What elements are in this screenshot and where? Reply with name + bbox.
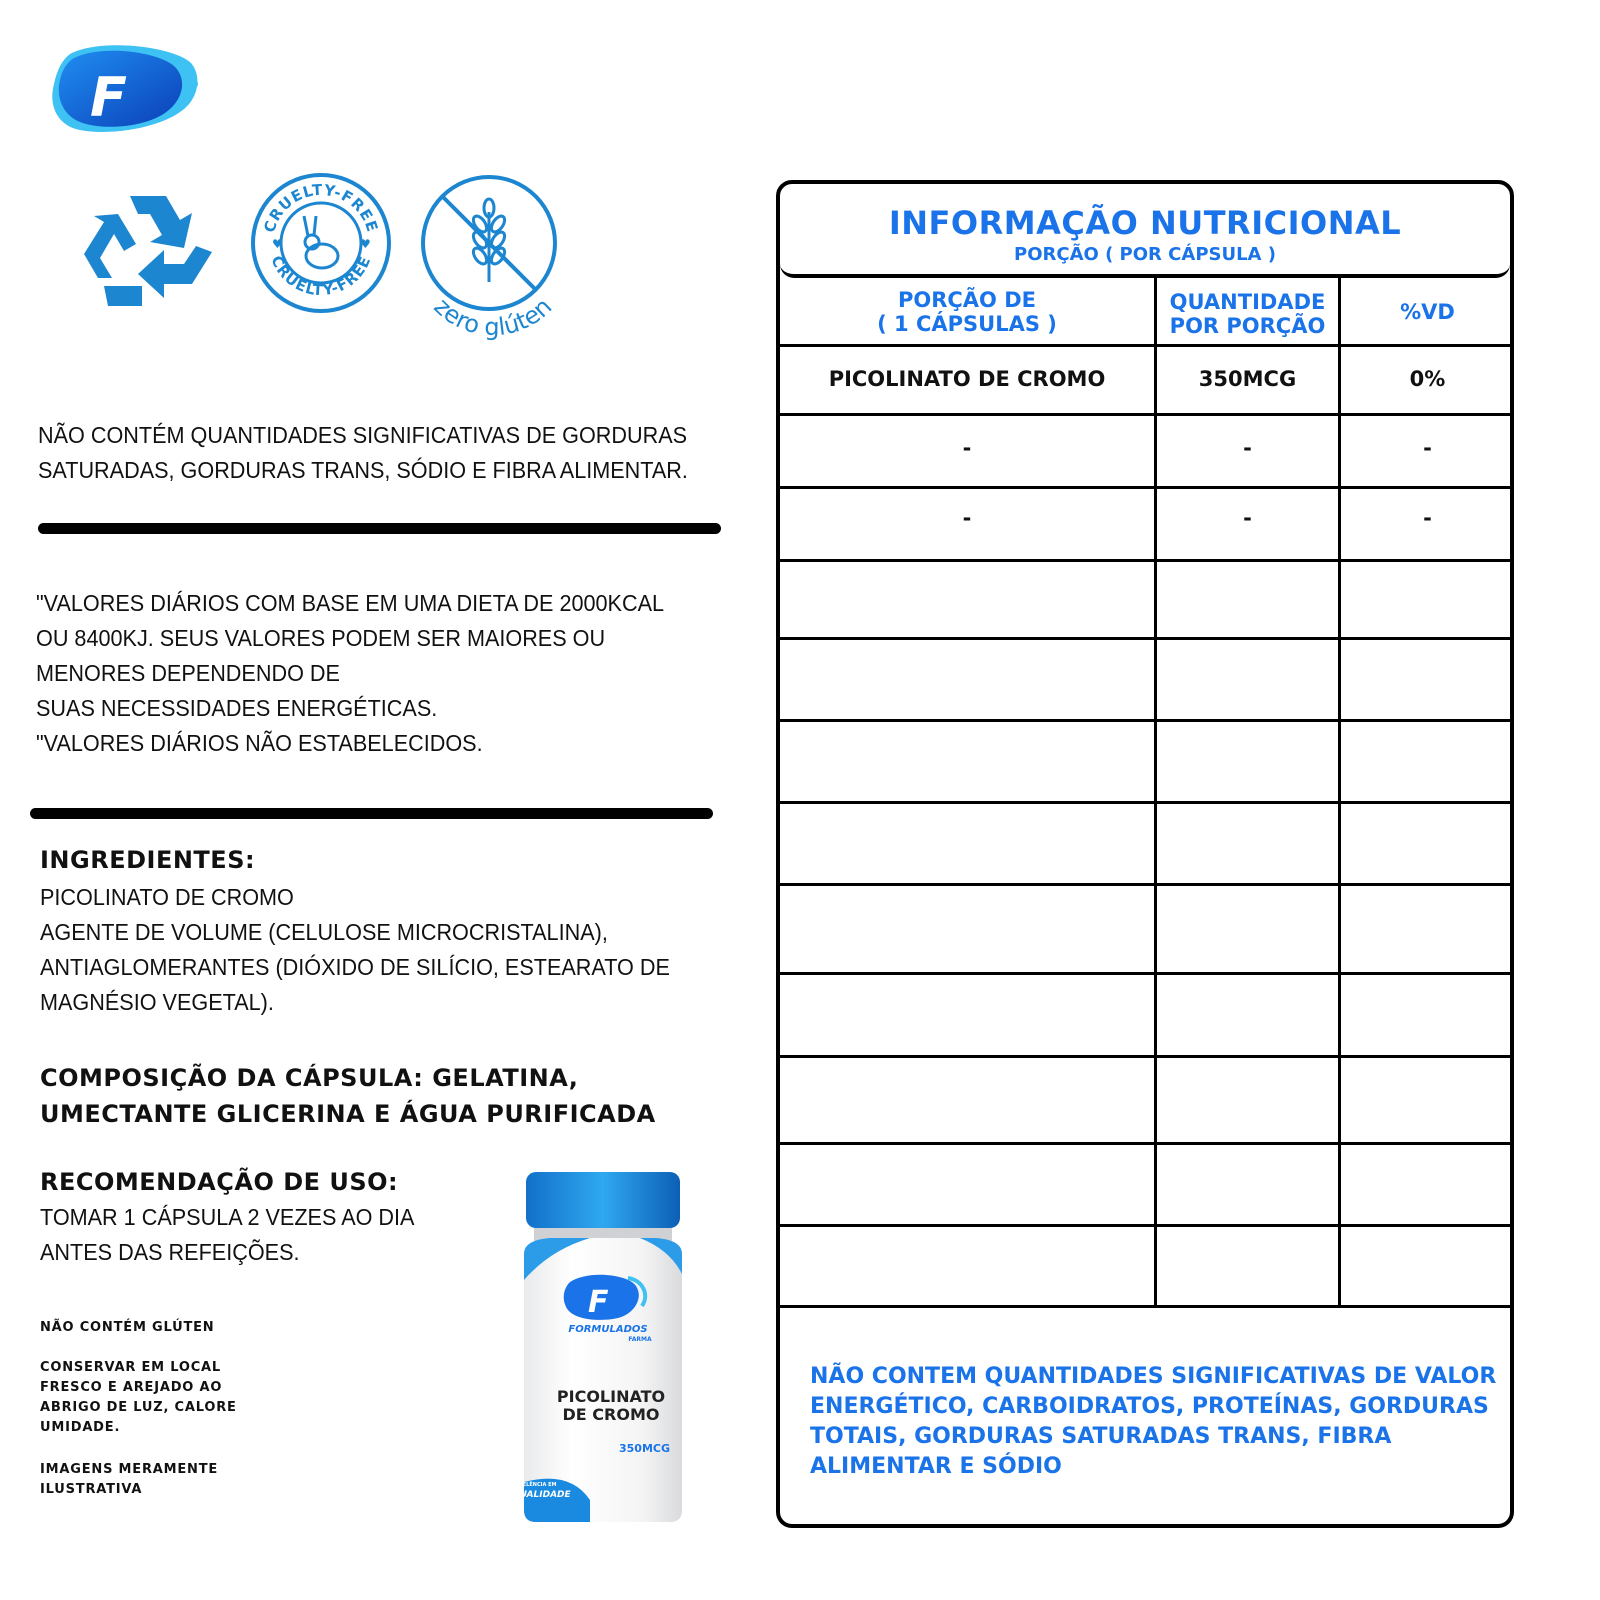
usage-line: ANTES DAS REFEIÇÕES. [40,1239,300,1265]
header-portion-line: PORÇÃO DE [897,288,1037,312]
daily-values-line: OU 8400KJ. SEUS VALORES PODEM SER MAIORES OU [36,625,606,651]
bottle-dose: 350MCG [618,1442,670,1455]
usage-instructions [40,1200,414,1270]
row-divider [780,637,1510,640]
ingredient-line: PICOLINATO DE CROMO [40,884,294,910]
capsule-composition [40,1060,656,1132]
footer-line: ENERGÉTICO, CARBOIDRATOS, PROTEÍNAS, GORDURAS [810,1394,1489,1419]
nutrition-table [776,180,1514,1528]
header-portion [780,288,1154,336]
no-gluten-note: NÃO CONTÉM GLÚTEN [40,1320,215,1335]
daily-values-note [36,586,664,761]
capsule-line: UMECTANTE GLICERINA E ÁGUA PURIFICADA [40,1100,656,1128]
heart-icon-right: ♥ [360,237,371,251]
footer-line: NÃO CONTEM QUANTIDADES SIGNIFICATIVAS DE VALOR [810,1364,1497,1389]
zero-gluten-text: zero glúten [428,292,558,342]
images-line: IMAGENS MERAMENTE [40,1462,219,1477]
bottle-brand: FORMULADOS [568,1324,648,1335]
bottle-product-line: PICOLINATO [556,1387,666,1406]
bottle-product-line: DE CROMO [562,1405,660,1424]
divider [30,808,713,819]
footer-line: ALIMENTAR E SÓDIO [810,1454,1062,1479]
row-vd: 0% [1409,367,1446,391]
row-divider [780,344,1510,347]
row-name: - [962,506,972,530]
column-divider [1154,276,1157,1308]
header-amount-line: POR PORÇÃO [1169,314,1326,338]
row-amount: - [1243,506,1252,530]
row-divider [780,972,1510,975]
storage-note [40,1358,237,1438]
header-portion-line: ( 1 CÁPSULAS ) [877,312,1057,336]
daily-values-line: SUAS NECESSIDADES ENERGÉTICAS. [36,695,438,721]
daily-values-line: "VALORES DIÁRIOS COM BASE EM UMA DIETA DE 2000KCAL [36,590,665,616]
zero-gluten-badge [418,172,570,350]
cruelty-free-top-text: CRUELTY-FREE [260,180,382,235]
header-amount [1157,290,1338,338]
row-divider [780,1305,1510,1308]
header-amount-line: QUANTIDADE [1169,290,1326,314]
row-divider [780,801,1510,804]
images-note [40,1460,218,1500]
cruelty-free-badge [250,172,392,314]
nutrition-table-title [780,184,1510,278]
row-amount: - [1243,436,1252,460]
usage-title: RECOMENDAÇÃO DE USO: [40,1168,399,1196]
footer-line: TOTAIS, GORDURAS SATURADAS TRANS, FIBRA [810,1424,1392,1449]
header-vd: %VD [1400,300,1455,324]
row-divider [780,413,1510,416]
ingredients-list [40,880,670,1020]
notice-line: SATURADAS, GORDURAS TRANS, SÓDIO E FIBRA ALIMENTAR. [38,457,688,483]
svg-text:F: F [90,66,127,129]
ingredient-line: MAGNÉSIO VEGETAL). [40,989,274,1015]
storage-line: CONSERVAR EM LOCAL [40,1360,222,1375]
daily-values-line: MENORES DEPENDENDO DE [36,660,340,686]
svg-text:CRUELTY-FREE [267,253,374,299]
svg-text:F: F [588,1285,609,1320]
heart-icon-left: ♥ [272,237,283,251]
wheat-icon [471,199,508,282]
bottle-product-name [536,1388,686,1424]
table-subtitle: PORÇÃO ( POR CÁPSULA ) [1014,244,1276,265]
column-divider [1338,276,1341,1308]
row-divider [780,1055,1510,1058]
daily-values-line: "VALORES DIÁRIOS NÃO ESTABELECIDOS. [36,730,483,756]
row-divider [780,486,1510,489]
divider [38,523,721,534]
row-divider [780,559,1510,562]
bottle-shape [510,1170,696,1530]
notice-line: NÃO CONTÉM QUANTIDADES SIGNIFICATIVAS DE GORDURAS [38,422,688,448]
storage-line: FRESCO E AREJADO AO [40,1380,223,1395]
table-footer-note [810,1362,1497,1482]
rabbit-icon [304,216,338,268]
cruelty-free-bottom-text: CRUELTY-FREE [267,252,375,300]
ingredients-title: INGREDIENTES: [40,846,256,874]
row-name: - [962,436,972,460]
row-divider [780,1224,1510,1227]
images-line: ILUSTRATIVA [40,1482,143,1497]
table-title: INFORMAÇÃO NUTRICIONAL [888,204,1402,242]
row-divider [780,1142,1510,1145]
row-name: PICOLINATO DE CROMO [828,367,1106,391]
row-divider [780,719,1510,722]
svg-text:zero glúten [429,292,558,341]
bottle-quality: QUALIDADE [512,1490,571,1500]
nutrition-notice [38,418,688,488]
ingredient-line: ANTIAGLOMERANTES (DIÓXIDO DE SILÍCIO, ESTEARATO DE [40,954,670,980]
row-vd: - [1423,436,1432,460]
recycle-icon [80,186,216,314]
bottle-brand-sub: FARMA [628,1336,652,1343]
brand-logo [50,44,202,136]
bottle-quality-small: EXCELÊNCIA EM [512,1482,557,1488]
storage-line: ABRIGO DE LUZ, CALORE [40,1400,237,1415]
capsule-line: COMPOSIÇÃO DA CÁPSULA: GELATINA, [40,1064,579,1092]
row-divider [780,883,1510,886]
row-vd: - [1423,506,1432,530]
usage-line: TOMAR 1 CÁPSULA 2 VEZES AO DIA [40,1204,415,1230]
row-amount: 350MCG [1198,367,1297,391]
storage-line: UMIDADE. [40,1420,121,1435]
ingredient-line: AGENTE DE VOLUME (CELULOSE MICROCRISTALINA), [40,919,608,945]
product-bottle [510,1170,696,1530]
